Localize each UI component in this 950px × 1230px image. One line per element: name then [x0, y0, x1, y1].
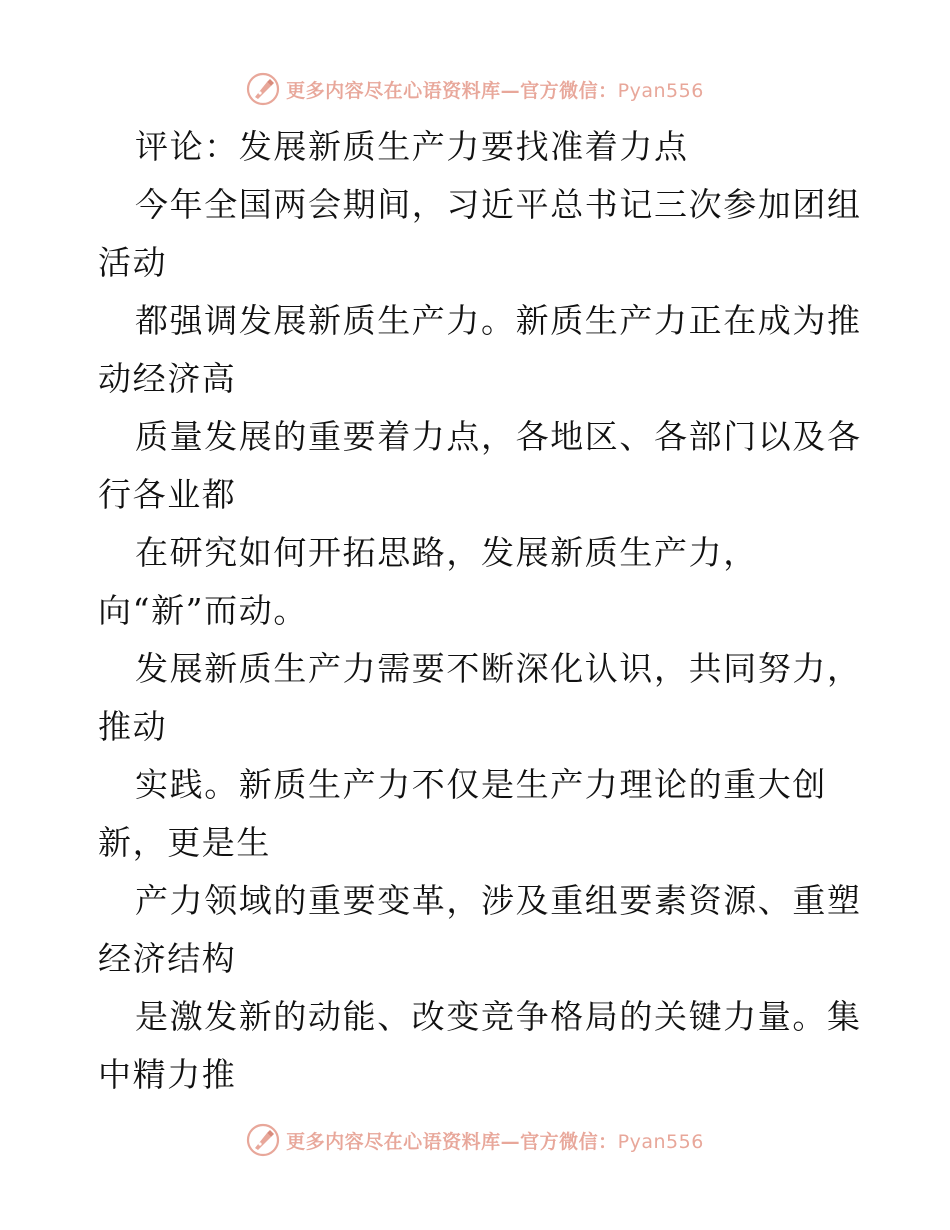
header-watermark-text: 更多内容尽在心语资料库—官方微信：Pyan556 [286, 79, 704, 102]
paragraph-line: 都强调发展新质生产力。新质生产力正在成为推 [135, 301, 862, 340]
paragraph-line: 是激发新的动能、改变竞争格局的关键力量。集 [135, 997, 862, 1036]
paragraph-line: 动经济高 [98, 359, 237, 398]
paragraph-line: 中精力推 [98, 1055, 237, 1094]
paragraph-line: 产力领域的重要变革，涉及重组要素资源、重塑 [135, 881, 862, 920]
paragraph-line: 经济结构 [98, 939, 237, 978]
footer-watermark-text: 更多内容尽在心语资料库—官方微信：Pyan556 [286, 1130, 704, 1153]
paragraph-line: 在研究如何开拓思路，发展新质生产力， [135, 533, 758, 572]
paragraph-line: 推动 [98, 707, 168, 746]
paragraph-line: 质量发展的重要着力点，各地区、各部门以及各 [135, 417, 862, 456]
footer-watermark-banner [0, 1122, 950, 1158]
document-title: 评论：发展新质生产力要找准着力点 [135, 127, 689, 166]
paragraph-line: 行各业都 [98, 475, 237, 514]
header-wechat-id: Pyan556 [617, 79, 704, 102]
paragraph-line: 向“新”而动。 [98, 591, 308, 630]
pen-nib-logo-icon [246, 72, 280, 106]
footer-wechat-id: Pyan556 [617, 1130, 704, 1153]
pen-nib-logo-icon [246, 1123, 280, 1157]
paragraph-line: 新，更是生 [98, 823, 271, 862]
paragraph-line: 活动 [98, 243, 168, 282]
paragraph-line: 发展新质生产力需要不断深化认识，共同努力， [135, 649, 862, 688]
paragraph-line: 实践。新质生产力不仅是生产力理论的重大创 [135, 765, 827, 804]
paragraph-line: 今年全国两会期间，习近平总书记三次参加团组 [135, 185, 862, 224]
header-watermark-banner [0, 71, 950, 107]
